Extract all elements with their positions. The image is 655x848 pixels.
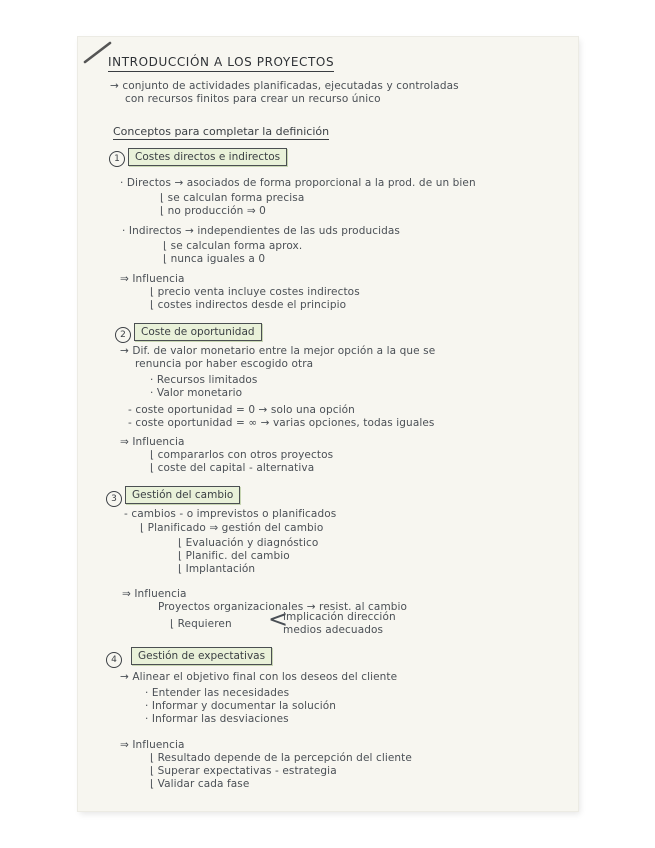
note-line: ⌊ costes indirectos desde el principio — [150, 299, 347, 311]
note-line: ⌊ se calculan forma precisa — [160, 192, 305, 204]
concepts-subheading: Conceptos para completar la definición — [113, 125, 330, 138]
note-line: · Directos → asociados de forma proporcional a la prod. de un bien — [120, 177, 476, 189]
note-line: · Recursos limitados — [150, 374, 258, 386]
section-heading: Gestión de expectativas — [131, 647, 272, 665]
note-line: ⌊ compararlos con otros proyectos — [150, 449, 334, 461]
brace-symbol: < — [268, 605, 289, 633]
page-title: INTRODUCCIÓN A LOS PROYECTOS — [108, 55, 334, 72]
note-line: ⌊ nunca iguales a 0 — [163, 253, 266, 265]
note-line: ⌊ precio venta incluye costes indirectos — [150, 286, 360, 298]
note-line: ⌊ Evaluación y diagnóstico — [178, 537, 319, 549]
note-line: ⇒ Influencia — [120, 273, 185, 285]
section-number: 2 — [115, 327, 131, 343]
section-number: 3 — [106, 491, 122, 507]
note-line: medios adecuados — [283, 624, 384, 636]
note-line: renuncia por haber escogido otra — [135, 358, 314, 370]
note-line: ⌊ Planificado ⇒ gestión del cambio — [140, 522, 324, 534]
note-line: ⌊ se calculan forma aprox. — [163, 240, 303, 252]
section-heading: Coste de oportunidad — [134, 323, 262, 341]
note-line: · Indirectos → independientes de las uds producidas — [122, 225, 400, 237]
note-line: - coste oportunidad = 0 → solo una opción — [128, 404, 355, 416]
note-line: · Valor monetario — [150, 387, 243, 399]
note-line: - cambios - o imprevistos o planificados — [124, 508, 337, 520]
note-line: Proyectos organizacionales → resist. al cambio — [158, 601, 408, 613]
note-line: → Alinear el objetivo final con los deseos del cliente — [120, 671, 398, 683]
section-number: 4 — [106, 652, 122, 668]
section-heading: Costes directos e indirectos — [128, 148, 287, 166]
note-line: ⌊ Planific. del cambio — [178, 550, 290, 562]
note-line: ⌊ Requieren — [170, 618, 232, 630]
note-line: ⌊ no producción ⇒ 0 — [160, 205, 266, 217]
note-line: ⌊ coste del capital - alternativa — [150, 462, 315, 474]
definition-line: → conjunto de actividades planificadas, ejecutadas y controladas — [110, 80, 459, 92]
note-line: ⇒ Influencia — [122, 588, 187, 600]
note-line: · Informar y documentar la solución — [145, 700, 337, 712]
note-line: ⌊ Superar expectativas - estrategia — [150, 765, 337, 777]
note-line: implicación dirección — [283, 611, 396, 623]
section-number: 1 — [109, 151, 125, 167]
definition-line: con recursos finitos para crear un recurso único — [125, 93, 381, 105]
note-line: → Dif. de valor monetario entre la mejor opción a la que se — [120, 345, 436, 357]
note-line: · Entender las necesidades — [145, 687, 290, 699]
note-line: ⌊ Validar cada fase — [150, 778, 250, 790]
note-line: · Informar las desviaciones — [145, 713, 289, 725]
section-heading: Gestión del cambio — [125, 486, 240, 504]
note-line: ⌊ Implantación — [178, 563, 256, 575]
note-line: ⇒ Influencia — [120, 436, 185, 448]
note-line: ⌊ Resultado depende de la percepción del cliente — [150, 752, 412, 764]
note-line: - coste oportunidad = ∞ → varias opciones, todas iguales — [128, 417, 435, 429]
note-line: ⇒ Influencia — [120, 739, 185, 751]
